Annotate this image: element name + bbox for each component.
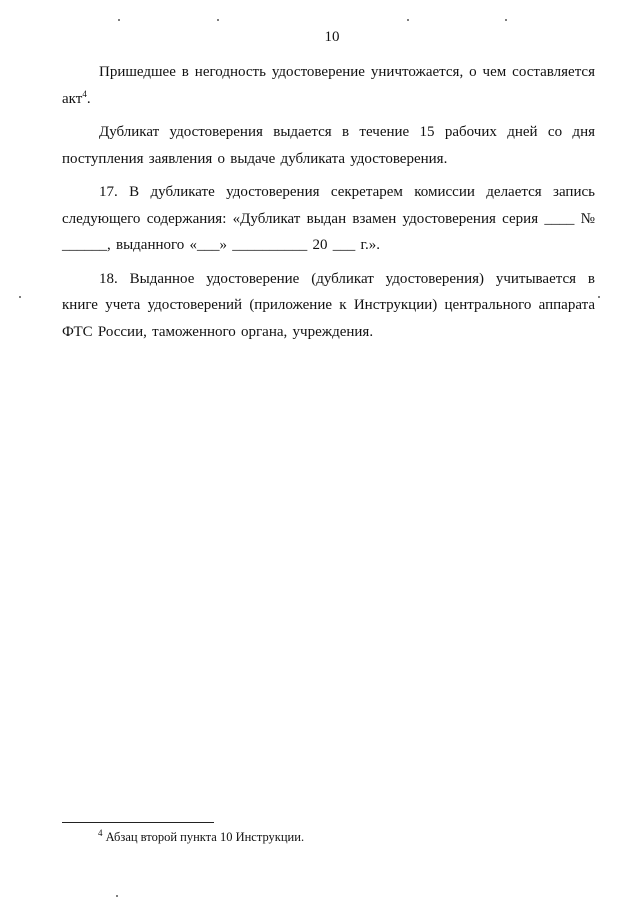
document-body bbox=[62, 59, 595, 352]
paragraph-tail: . bbox=[86, 90, 91, 107]
scan-speck bbox=[598, 296, 600, 298]
footnote-marker: 4 bbox=[98, 828, 103, 838]
scan-speck bbox=[505, 19, 507, 21]
footnote-reference: 4 bbox=[82, 88, 87, 99]
footnote-text: Абзац второй пункта 10 Инструкции. bbox=[102, 830, 305, 844]
paragraph-duplicate-issue: Дубликат удостоверения выдается в течение 15 рабочих дней со дня поступления заявления о выдаче дубликата удостоверения. bbox=[62, 124, 595, 167]
page-number: 10 bbox=[324, 29, 340, 45]
scan-speck bbox=[217, 19, 219, 21]
scan-speck bbox=[407, 19, 409, 21]
footnote-divider bbox=[62, 822, 214, 823]
paragraph-destruction bbox=[62, 59, 595, 112]
paragraph-text: Пришедшее в негодность удостоверение уничтожается, о чем составляется акт bbox=[62, 64, 595, 107]
paragraph-item-17: 17. В дубликате удостоверения секретарем комиссии делается запись следующего содержания: «Дубликат выдан взамен удостоверения серия ____ № ______, выданного «___» __________ 20 ___ г.». bbox=[62, 184, 595, 253]
scan-speck bbox=[118, 19, 120, 21]
scan-speck bbox=[116, 895, 118, 897]
scan-speck bbox=[19, 296, 21, 298]
footnote bbox=[98, 829, 304, 845]
paragraph-item-18: 18. Выданное удостоверение (дубликат удостоверения) учитывается в книге учета удостоверений (приложение к Инструкции) центрального аппарата ФТС России, таможенного органа, учреждения. bbox=[62, 270, 595, 340]
